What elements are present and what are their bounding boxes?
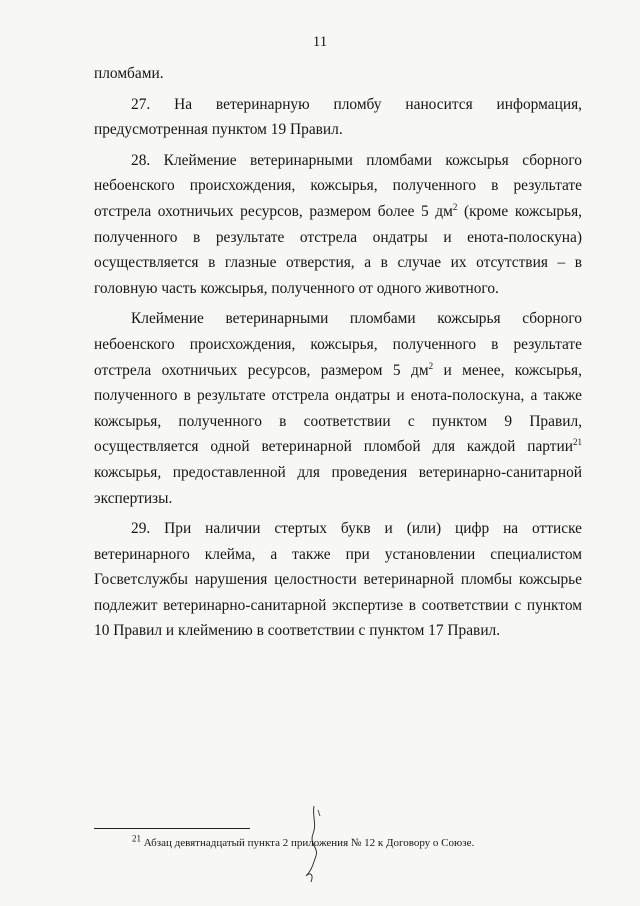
paragraph-28-cont-text-a: Клеймение ветеринарными пломбами кожсырья сборного небоенского происхождения, кожсырья, полученного в результате отстрела охотничьих ресурсов, размером 5 дм [94,310,582,379]
document-body [94,61,582,649]
paragraph-28 [94,148,582,302]
footnote-marker: 21 [132,833,141,844]
footnote-reference: 21 [573,437,582,448]
paragraph-28-text-b: (кроме кожсырья, полученного в результате отстрела ондатры и енота-полоскуна) осуществляется в глазные отверстия, а в случае их отсутствия – в головную часть кожсырья, полученного от одного животного. [94,202,582,297]
paragraph-27: 27. На ветеринарную пломбу наносится информация, предусмотренная пунктом 19 Правил. [94,95,582,139]
paragraph-29: 29. При наличии стертых букв и (или) цифр на оттиске ветеринарного клейма, а также при установлении специалистом Госветслужбы нарушения целостности ветеринарной пломбы кожсырье подлежит ветеринарно-санитарной экспертизе в соответствии с пунктом 10 Правил и клеймению в соответствии с пунктом 17 Правил. [94,520,582,640]
paragraph-28-cont [94,306,582,511]
paragraph-continuation: пломбами. [94,65,164,82]
paragraph-28-cont-text-c: кожсырья, предоставленной для проведения ветеринарно-санитарной экспертизы. [94,463,582,507]
superscript-2: 2 [428,360,434,371]
paragraph-28-text-a: 28. Клеймение ветеринарными пломбами кожсырья сборного небоенского происхождения, кожсырья, полученного в результате отстрела охотничьих ресурсов, размером более 5 дм [94,151,582,220]
page-number: 11 [312,34,328,50]
footnote-divider [94,828,250,829]
footnote [132,833,475,850]
paragraph-28-cont-text-b: и менее, кожсырья, полученного в результате отстрела ондатры и енота-полоскуна, а также кожсырья, полученного в соответствии с пунктом 9 Правил, осуществляется одной ветеринарной пломбой для каждой партии [94,361,582,456]
superscript-2: 2 [452,201,458,212]
footnote-text: Абзац девятнадцатый пункта 2 приложения № 12 к Договору о Союзе. [141,837,475,849]
